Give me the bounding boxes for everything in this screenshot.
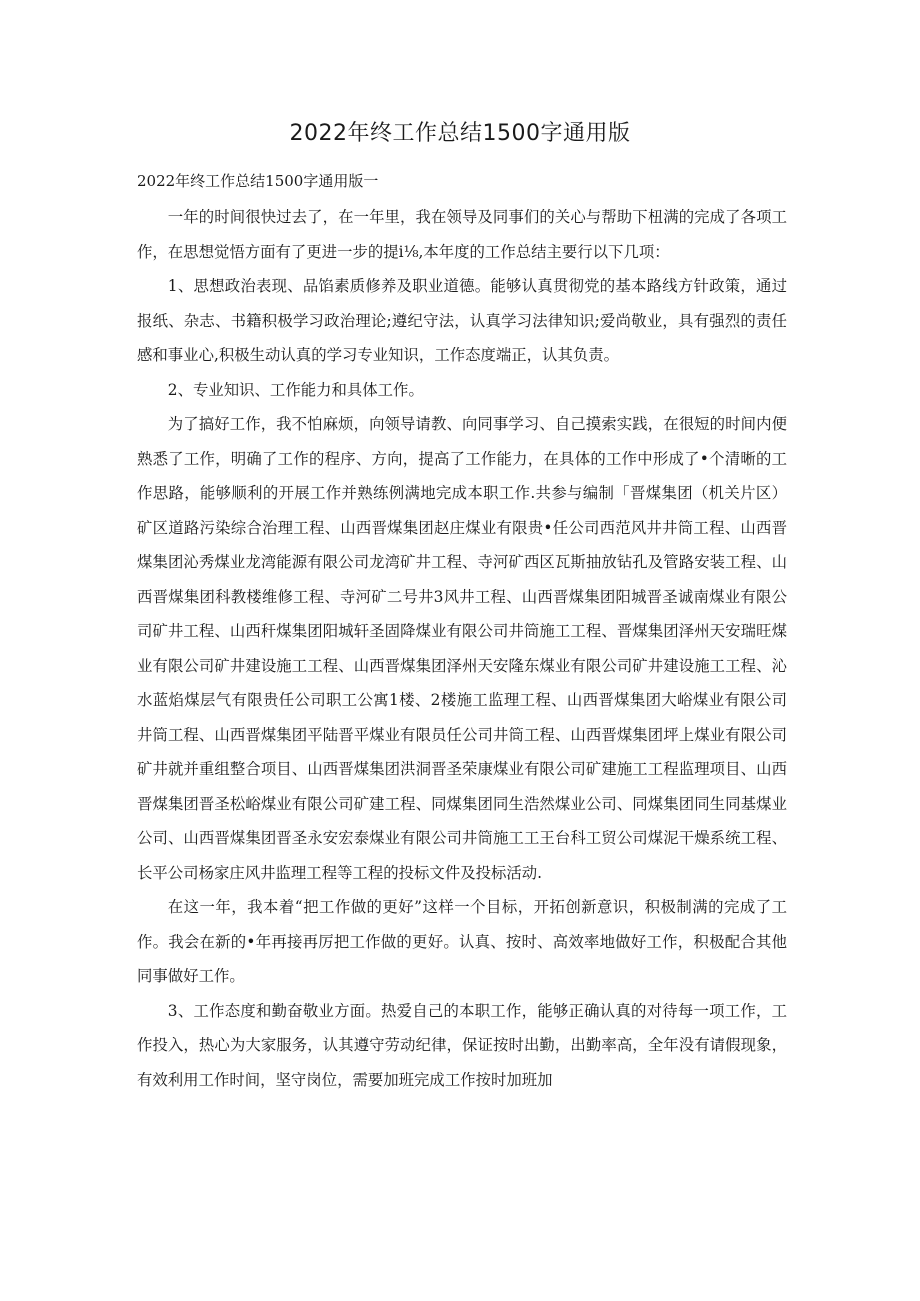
paragraph-intro: 一年的时间很快过去了，在一年里，我在领导及同事们的关心与帮助下杻满的完成了各项工作，在思想觉悟方面有了更进一步的提i⅛,本年度的工作总结主要行以下几项： (137, 208, 787, 261)
document-title: 2022年终工作总结1500字通用版 (289, 121, 631, 146)
document-subtitle: 2022年终工作总结1500字通用版一 (137, 172, 379, 190)
paragraph-section-2-heading: 2、专业知识、工作能力和具体工作。 (167, 380, 424, 399)
paragraph-section-3: 3、工作态度和勤奋敬业方面。热爱自己的本职工作，能够正确认真的对待每一项工作，工作投入，热心为大家服务，认其遵守劳动纪律，保证按时出勤，出勤率高，全年没有请假现象，有效利用工作时间，坚守岗位，需要加班完成工作按时加班加 (137, 1001, 787, 1089)
paragraph-year-summary: 在这一年，我本着“把工作做的更好”这样一个目标，开拓创新意识，积极制满的完成了工作。我会在新的•年再接再厉把工作做的更好。认真、按时、高效率地做好工作，积极配合其他同事做好工作。 (137, 898, 787, 985)
document-body (137, 200, 787, 1097)
paragraph-section-1: 1、思想政治表现、品馅素质修养及职业道德。能够认真贯彻党的基本路线方针政策，通过报纸、杂志、书籍积极学习政治理论;遵纪守法，认真学习法律知识;爱尚敬业，具有强烈的责任感和事业心,积极生动认真的学习专业知识，工作态度端正，认其负责。 (137, 277, 787, 364)
paragraph-work-details: 为了搞好工作，我不怕麻烦，向领导请教、向同事学习、自己摸索实践，在很短的时间内便熟悉了工作，明确了工作的程序、方向，提高了工作能力，在具体的工作中形成了•个清晰的工作思路，能够顺利的开展工作并熟练例满地完成本职工作.共参与编制「晋煤集团（机关片区）矿区道路污染综合治理工程、山西晋煤集团赵庄煤业有限贵•任公司西范风井井筒工程、山西晋煤集团沁秀煤业龙湾能源有限公司龙湾矿井工程、寺河矿西区瓦斯抽放钻孔及管路安装工程、山西晋煤集团科教楼维修工程、寺河矿二号井3风井工程、山西晋煤集团阳城晋圣诚南煤业有限公司矿井工程、山西秆煤集团阳城轩圣固降煤业有限公司井筒施工工程、晋煤集团泽州天安瑞旺煤业有限公司矿井建设施工工程、山西晋煤集团泽州天安隆东煤业有限公司矿井建设施工工程、沁水蓝焰煤层气有限贵任公司职工公寓1楼、2楼施工监理工程、山西晋煤集团大峪煤业有限公司井筒工程、山西晋煤集团平陆晋平煤业有限员任公司井筒工程、山西晋煤集团坪上煤业有限公司矿井就并重组整合项目、山西晋煤集团洪洞晋圣荣康煤业有限公司矿建施工工程监理项目、山西晋煤集团晋圣松峪煤业有限公司矿建工程、同煤集团同生浩然煤业公司、同煤集团同生同基煤业公司、山西晋煤集团晋圣永安宏泰煤业有限公司井筒施工工王台科工贸公司煤泥干燥系统工程、长平公司杨家庄风井监理工程等工程的投标文件及投标活动. (137, 415, 787, 882)
